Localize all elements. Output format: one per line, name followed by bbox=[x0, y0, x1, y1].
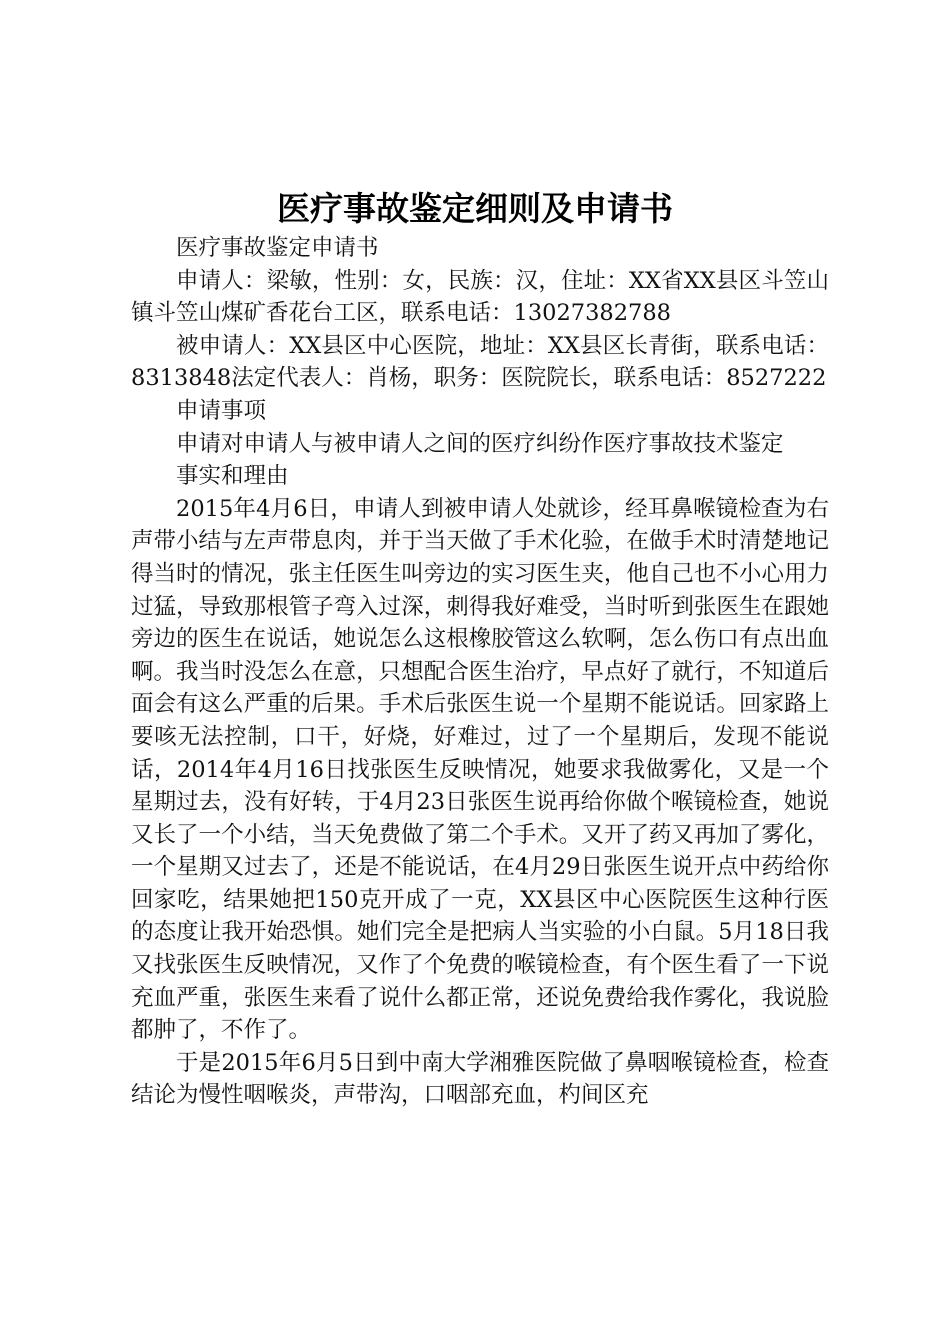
document-title: 医疗事故鉴定细则及申请书 bbox=[277, 189, 673, 228]
paragraph-facts: 2015年4月6日，申请人到被申请人处就诊，经耳鼻喉镜检查为右声带小结与左声带息肉，并于当天做了手术化验，在做手术时清楚地记得当时的情况，张主任医生叫旁边的实习医生夹，他自己也不小心用力过猛，导致那根管子弯入过深，刺得我好难受，当时听到张医生在跟她旁边的医生在说话，她说怎么这根橡胶管这么软啊，怎么伤口有点出血啊。我当时没怎么在意，只想配合医生治疗，早点好了就行，不知道后面会有这么严重的后果。手术后张医生说一个星期不能说话。回家路上要咳无法控制，口干，好烧，好难过，过了一个星期后，发现不能说话，2014年4月16日找张医生反映情况，她要求我做雾化，又是一个星期过去，没有好转，于4月23日张医生说再给你做个喉镜检查，她说又长了一个小结，当天免费做了第二个手术。又开了药又再加了雾化，一个星期又过去了，还是不能说话，在4月29日张医生说开点中药给你回家吃，结果她把150克开成了一克，XX县区中心医院医生这种行医的态度让我开始恐惧。她们完全是把病人当实验的小白鼠。5月18日我又找张医生反映情况，又作了个免费的喉镜检查，有个医生看了一下说充血严重，张医生来看了说什么都正常，还说免费给我作雾化，我说脸都肿了，不作了。 bbox=[131, 495, 829, 1044]
paragraph-request-heading: 申请事项 bbox=[176, 397, 267, 424]
paragraph-respondent: 被申请人：XX县区中心医院，地址：XX县区长青街，联系电话：8313848法定代表人：肖杨，职务：医院院长，联系电话：8527222 bbox=[131, 332, 829, 392]
document-body bbox=[131, 232, 829, 1112]
paragraph-applicant: 申请人：梁敏，性别：女，民族：汉，住址：XX省XX县区斗笠山镇斗笠山煤矿香花台工区，联系电话：13027382788 bbox=[131, 267, 829, 327]
paragraph-facts-heading: 事实和理由 bbox=[176, 463, 289, 490]
paragraph-request: 申请对申请人与被申请人之间的医疗纠纷作医疗事故技术鉴定 bbox=[176, 430, 784, 457]
paragraph-followup: 于是2015年6月5日到中南大学湘雅医院做了鼻咽喉镜检查，检查结论为慢性咽喉炎，声带沟，口咽部充血，杓间区充 bbox=[131, 1049, 829, 1109]
paragraph-application-heading: 医疗事故鉴定申请书 bbox=[176, 235, 379, 261]
